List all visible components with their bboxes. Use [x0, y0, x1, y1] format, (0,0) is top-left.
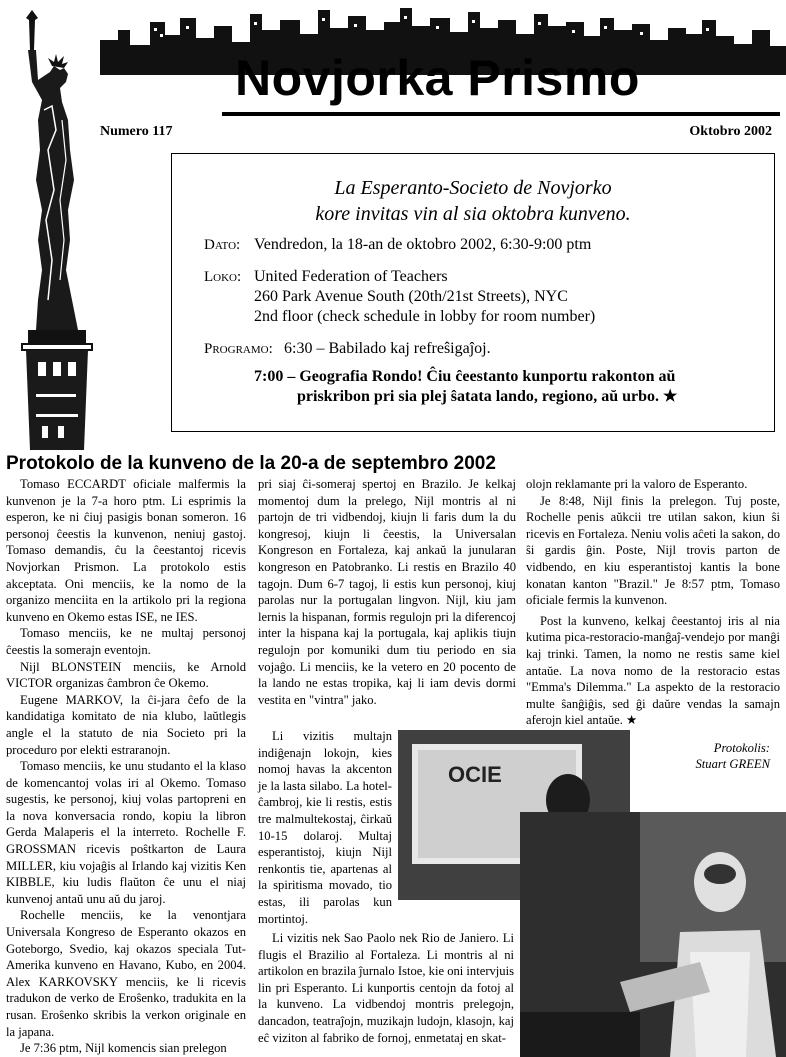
date-label: Dato: [204, 237, 241, 253]
paragraph: Tomaso menciis, ke unu studanto el la klaso de komencantoj volas iri al Okemo. Tomaso sugestis, ke personoj, kiuj volas partopreni en la nova konversacia rondo, kopiu la libron Gerda Malaperis el la interreto. Rochelle F. GROSSMAN ricevis poŝtkarton de Laura MILLER, kiu vojaĝis al Irlando kaj vizitis Ken KIBBLE, kiu ludis flaŭton ĉe unu el niaj kunvenoj antaŭ unu aŭ du jaroj. [6, 759, 246, 906]
date-value: Vendredon, la 18-an de oktobro 2002, 6:30-9:00 ptm [254, 236, 592, 253]
place-line-1: United Federation of Teachers [254, 268, 448, 285]
paragraph: olojn reklamante pri la valoro de Esperanto. [526, 477, 748, 491]
program-item-2-line-2: priskribon pri sia plej ŝatata lando, regiono, aŭ urbo. ★ [297, 388, 678, 405]
paragraph: Rochelle menciis, ke la venontjara Universala Kongreso de Esperanto okazos en Goteborgo, Svedio, kaj okazos speciala Tut-Amerika kunveno en Havano, Kubo, en 2004. Alex KARKOVSKY menciis, ke li ricevis tradukon de verko de Eroŝenko, tradukita en la rusan. Eroŝenko skribis la verkon originale en la japana. [6, 908, 246, 1039]
paragraph: Post la kunveno, kelkaj ĉeestantoj iris al nia kutima pica-restoracio-manĝaĵ-vendejo por manĝi kaj trinki. Tamen, la nomo ne restis same kiel antaŭe. La nova nomo de la restoracio estas "Emma's Dilemma." La aspekto de la restoracio multe ŝanĝiĝis, sed ĝi daŭre vendas la samajn aferojn kiel antaŭe. ★ [526, 613, 780, 728]
place-line-2: 260 Park Avenue South (20th/21st Streets), NYC [254, 288, 568, 305]
article-headline: Protokolo de la kunveno de la 20-a de septembro 2002 [6, 453, 496, 474]
invitation-line-2: kore invitas vin al sia oktobra kunveno. [315, 203, 631, 225]
article-column-2-upper [258, 476, 516, 708]
meeting-photo-audience [520, 812, 786, 1057]
photo-audience-image [520, 812, 786, 1057]
paragraph: Li vizitis nek Sao Paolo nek Rio de Janiero. Li flugis el Brazilio al Fortaleza. Li montris al ni artikolon en brazila ĵurnalo Istoe, kie oni intervjuis lin pri Esperanto. Li kunportis centojn da fotoj al la kunveno. La vidbendoj montris prelegojn, dancadon, teatraĵojn, muzikajn ludojn, klasojn, kaj eĉ viziton al fabriko de fornoj, enmetataj en skat- [258, 931, 515, 1045]
program-item-1: 6:30 – Babilado kaj refreŝigaĵoj. [284, 340, 491, 357]
article-column-3 [526, 476, 780, 729]
protocol-signoff [640, 740, 770, 772]
program-item-2-line-1: 7:00 – Geografia Rondo! Ĉiu ĉeestanto kunportu rakonton aŭ [254, 368, 676, 385]
article-column-1 [6, 476, 246, 1057]
masthead-rule [222, 112, 780, 116]
paragraph: Je 8:48, Nijl finis la prelegon. Tuj poste, Rochelle penis aŭkcii tre utilan sakon, kiun ŝi ricevis en Fortaleza. Neniu volis aĉeti la sakon, do ŝi gardis ĝin. Poste, Nijl trovis parton de vidbendo, en kiu esperantistoj kantis la bone konatan kanton "Brazil." Je 8:57 ptm, Tomaso oficiale fermis la kunvenon. [526, 493, 780, 608]
paragraph: Tomaso ECCARDT oficiale malfermis la kunvenon je la 7-a horo ptm. Li esprimis la esperon, ke ni ĉiuj pasigis bonan someron. 16 personoj ĉeestis la kunvenon, neniuj gastoj. Tomaso demandis, ĉu la ĉeestantoj ricevis Novjorkan Prismon. La protokolo estis akceptata. Oni menciis, ke la nomo de la organizo menciita en la artikolo pri la regiona kunveno en Okemo estas ISE, ne IES. [6, 477, 246, 624]
paragraph: Eugene MARKOV, la ĉi-jara ĉefo de la kandidatiga komitato de nia klubo, laŭtlegis angle el la statuto de nia Societo pri la proceduro por elekti estraranojn. [6, 692, 246, 757]
paragraph: Li vizitis multajn indiĝenajn lokojn, kies nomoj havas la akcenton je la lasta silabo. La hotel-ĉambroj, kie li restis, estis tre malmultekostaj, ĉirkaŭ 10-15 dolaroj. Multaj esperantistoj, kiujn Nijl renkontis tie, apartenas al la spiritisma movado, tio estas, ili parolas kun mortintoj. [258, 729, 392, 926]
issue-date: Oktobro 2002 [689, 124, 772, 139]
article-column-2-middle [258, 728, 392, 927]
place-line-3: 2nd floor (check schedule in lobby for room number) [254, 308, 596, 325]
paragraph: Tomaso menciis, ke ne multaj personoj ĉeestis la somerajn eventojn. [6, 626, 246, 657]
photo-banner-text: OCIE [448, 762, 502, 787]
invitation-line-1: La Esperanto-Societo de Novjorko [334, 177, 612, 199]
place-label: Loko: [204, 269, 242, 285]
signoff-label: Protokolis: [713, 741, 770, 755]
paragraph: Nijl BLONSTEIN menciis, ke Arnold VICTOR organizas ĉambron ĉe Okemo. [6, 659, 246, 691]
statue-of-liberty-icon [8, 10, 100, 450]
masthead-title: Novjorka Prismo [235, 50, 640, 106]
issue-number: Numero 117 [100, 124, 173, 139]
paragraph: Je 7:36 ptm, Nijl komencis sian prelegon [20, 1041, 227, 1056]
paragraph: pri siaj ĉi-someraj spertoj en Brazilo. Je kelkaj momentoj dum la prelego, Nijl montris al ni partojn de tri vidbendoj, kiujn li faris dum la du kongresoj, kiujn li ĉeestis, la Universalan Kongreson en Fortaleza, kaj ankaŭ la junularan kongreson en Patobranko. Li restis en Brazilo 40 tagojn. Dum 6-7 tagoj, li estis kun personoj, kiuj parolas nur la portugalan lingvon. Nijl, kiu jam lernis la hispanan, formis regulojn pri la diferencoj inter la hispana kaj la portugala, kaj aplikis tiujn regulojn por komuniki dum tiu periodo en sia vojaĝo. Li menciis, ke la vetero en 20 pocento de la lando ne estas tropika, kaj li iam devis dormi vestita en "vintra" jako. [258, 477, 516, 707]
program-label: Programo: [204, 341, 273, 357]
signoff-name: Stuart GREEN [695, 757, 770, 771]
meeting-invitation-box [171, 153, 775, 432]
article-column-2-lower [258, 930, 514, 1046]
